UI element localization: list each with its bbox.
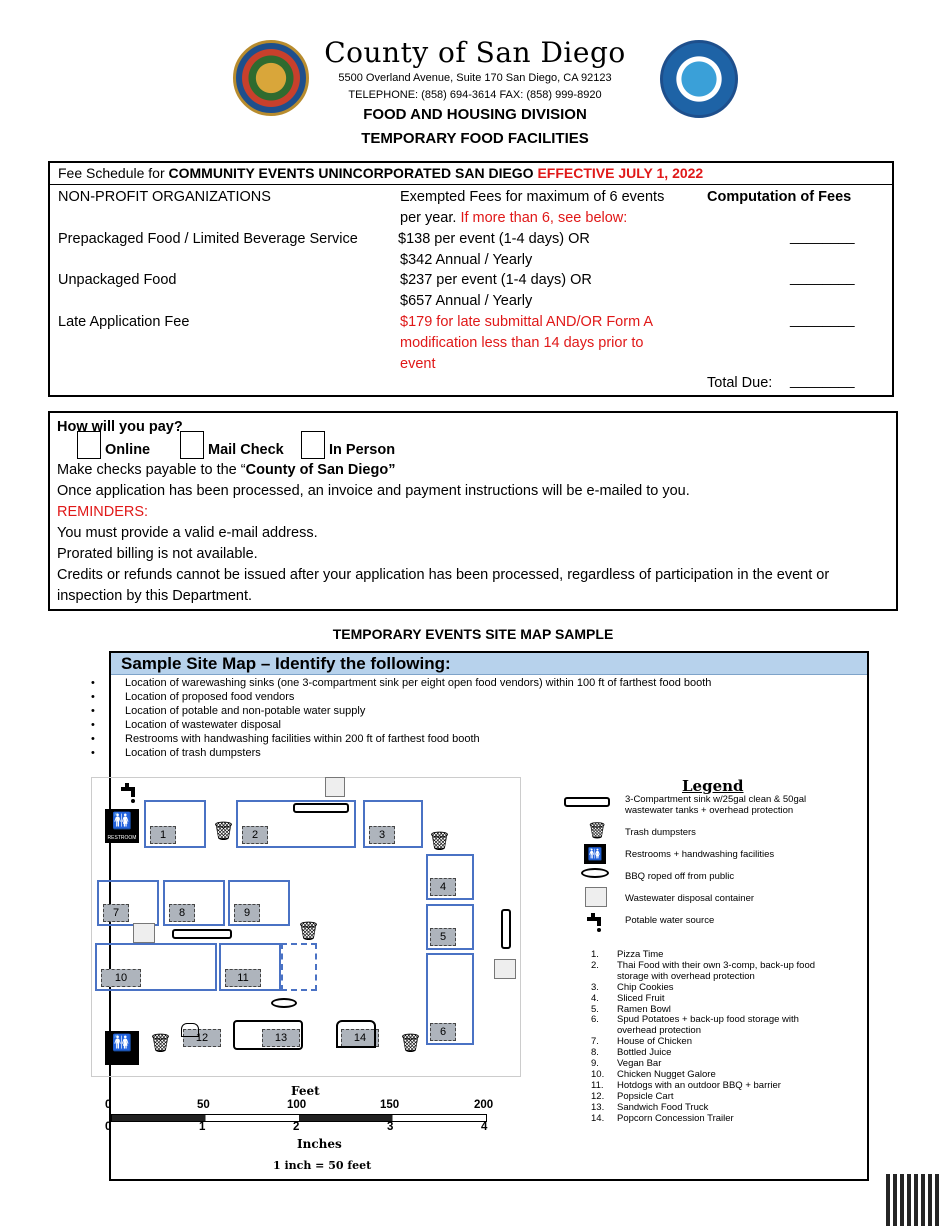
- bullet-3: • Location of potable and non-potable water supply: [91, 705, 366, 717]
- scale-ratio: 1 inch = 50 feet: [273, 1159, 372, 1172]
- booth-2-number: 2: [242, 826, 268, 844]
- late-fee-line-1: $179 for late submittal AND/OR Form A: [400, 314, 654, 330]
- total-due-blank[interactable]: ________: [790, 373, 855, 389]
- vendor-item: [591, 1025, 701, 1036]
- vendor-name: Chip Cookies: [617, 981, 674, 993]
- restroom-icon: 🚻: [584, 844, 606, 864]
- bbq-icon: [271, 998, 297, 1008]
- site-map-frame: [91, 651, 869, 1181]
- booth-1: [144, 800, 206, 848]
- legend-sink-line-1: 3-Compartment sink w/25gal clean & 50gal: [625, 794, 807, 805]
- computation-header: Computation of Fees: [707, 189, 852, 205]
- bullet-4-text: Location of wastewater disposal: [125, 719, 281, 731]
- prepackaged-label: Prepackaged Food / Limited Beverage Service: [58, 231, 358, 247]
- inch-tick: 3: [387, 1121, 394, 1133]
- trash-icon: 🗑: [399, 1033, 422, 1053]
- vendor-name: overhead protection: [617, 1025, 701, 1037]
- vendor-number: 13.: [591, 1101, 605, 1113]
- food-truck-icon: [233, 1020, 303, 1050]
- exempt-line-2: [400, 210, 627, 226]
- vendor-name: Chicken Nugget Galore: [617, 1068, 716, 1080]
- reminder-2: Prorated billing is not available.: [57, 546, 258, 562]
- nonprofit-label: NON-PROFIT ORGANIZATIONS: [58, 189, 271, 205]
- vendor-item: [591, 949, 663, 960]
- vendor-number: 5.: [591, 1003, 599, 1015]
- mail-check-checkbox[interactable]: [180, 431, 204, 459]
- unpackaged-fee-1: $237 per event (1-4 days) OR: [400, 272, 592, 288]
- vendor-item: [591, 993, 665, 1004]
- vendor-name: Vegan Bar: [617, 1058, 662, 1069]
- sink-icon: [501, 909, 511, 949]
- booth-13-number: 13: [262, 1029, 300, 1047]
- feet-tick: 50: [197, 1099, 210, 1111]
- heading-prefix: Fee Schedule for: [58, 165, 169, 181]
- booth-10-number: 10: [101, 969, 141, 987]
- faucet-icon: [585, 911, 607, 933]
- booth-3-number: 3: [369, 826, 395, 844]
- prepackaged-fee-2: $342 Annual / Yearly: [400, 252, 533, 268]
- scale-feet-label: Feet: [291, 1084, 320, 1098]
- effective-date: EFFECTIVE JULY 1, 2022: [537, 165, 704, 181]
- vendor-number: 9.: [591, 1058, 599, 1069]
- sink-icon: [293, 803, 349, 813]
- booth-6-number: 6: [430, 1023, 456, 1041]
- qr-code: [886, 1174, 942, 1226]
- vendor-number: 6.: [591, 1014, 599, 1026]
- vendor-number: 8.: [591, 1047, 599, 1059]
- bullet-4: • Location of wastewater disposal: [91, 719, 281, 731]
- faucet-icon: [119, 781, 141, 805]
- vendor-item: [591, 1091, 674, 1102]
- vendor-number: 2.: [591, 959, 599, 971]
- booth-1-number: 1: [150, 826, 176, 844]
- phone-fax: TELEPHONE: (858) 694-3614 FAX: (858) 999-8920: [348, 89, 602, 101]
- feet-tick: 150: [380, 1099, 400, 1111]
- bbq-icon: [581, 868, 609, 878]
- vendor-item: [591, 1047, 671, 1058]
- in-person-checkbox[interactable]: [301, 431, 325, 459]
- heading-bold: COMMUNITY EVENTS UNINCORPORATED SAN DIEGO: [168, 165, 538, 181]
- exempt-line-2-red: If more than 6, see below:: [460, 210, 628, 226]
- site-map-section-title: TEMPORARY EVENTS SITE MAP SAMPLE: [332, 626, 614, 642]
- vendor-item: [591, 1004, 671, 1015]
- legend-tank: Wastewater disposal container: [625, 893, 755, 904]
- vendor-name: Pizza Time: [617, 949, 664, 960]
- legend-bbq: BBQ roped off from public: [625, 871, 735, 882]
- pay-question: How will you pay?: [57, 419, 183, 435]
- county-seal-logo: [233, 40, 309, 116]
- inch-tick: 4: [481, 1121, 488, 1133]
- booth-9: [228, 880, 290, 926]
- bullet-2: • Location of proposed food vendors: [91, 691, 295, 703]
- trash-icon: 🗑: [587, 823, 608, 840]
- vendor-number: 1.: [591, 949, 599, 960]
- bullet-5: • Restrooms with handwashing facilities within 200 ft of farthest food booth: [91, 733, 480, 745]
- trash-icon: 🗑: [428, 831, 451, 851]
- fee-schedule-heading: [50, 163, 892, 185]
- vendor-number: 3.: [591, 981, 599, 993]
- vendor-name: Bottled Juice: [617, 1047, 672, 1059]
- vendor-name: Popcorn Concession Trailer: [617, 1112, 734, 1124]
- reminder-3: Credits or refunds cannot be issued after your application has been processed, regardless of participation in the event or: [57, 567, 830, 583]
- booth-3: [363, 800, 423, 848]
- bullet-6-text: Location of trash dumpsters: [125, 747, 261, 759]
- vendor-name: Hotdogs with an outdoor BBQ + barrier: [617, 1079, 781, 1091]
- sink-icon: [172, 929, 232, 939]
- restroom-label: RESTROOM: [107, 835, 137, 841]
- bullet-1: • Location of warewashing sinks (one 3-compartment sink per eight open food vendors) within 100 ft of farthest food booth: [91, 677, 712, 689]
- legend-restroom: Restrooms + handwashing facilities: [625, 849, 775, 860]
- vendor-item: [591, 1080, 781, 1091]
- exempt-line-2-text: per year.: [400, 210, 461, 226]
- bullet-6: • Location of trash dumpsters: [91, 747, 261, 759]
- vendor-number: 11.: [591, 1079, 604, 1091]
- vendor-number: 14.: [591, 1112, 605, 1124]
- bullet-5-text: Restrooms with handwashing facilities within 200 ft of farthest food booth: [125, 733, 480, 745]
- vendor-name: House of Chicken: [617, 1036, 692, 1048]
- booth-11-number: 11: [225, 969, 261, 987]
- vendor-name: storage with overhead protection: [617, 970, 755, 982]
- vendor-number: 7.: [591, 1036, 599, 1048]
- site-map-header: Sample Site Map – Identify the following:: [111, 653, 867, 675]
- vendor-number: 10.: [591, 1068, 605, 1080]
- unpackaged-fee-2: $657 Annual / Yearly: [400, 293, 533, 309]
- tank-icon: [494, 959, 516, 979]
- online-checkbox[interactable]: [77, 431, 101, 459]
- vendor-number: 4.: [591, 992, 599, 1004]
- vendor-name: Popsicle Cart: [617, 1090, 674, 1102]
- vendor-item: [591, 1102, 708, 1113]
- prepackaged-fee-1: $138 per event (1-4 days) OR: [398, 231, 590, 247]
- legend-trash: Trash dumpsters: [625, 827, 696, 838]
- scale-inches-label: Inches: [297, 1137, 342, 1151]
- legend-faucet: Potable water source: [625, 915, 715, 926]
- trash-icon: 🗑: [149, 1033, 172, 1053]
- booth-11: [219, 943, 281, 991]
- booth-8-number: 8: [169, 904, 195, 922]
- exempt-line-1: Exempted Fees for maximum of 6 events: [400, 189, 665, 205]
- trash-icon: 🗑: [212, 821, 235, 841]
- checks-payable: [57, 462, 395, 478]
- division-title: FOOD AND HOUSING DIVISION: [363, 106, 587, 123]
- vendor-number: 12.: [591, 1090, 605, 1102]
- processed-note: Once application has been processed, an invoice and payment instructions will be e-mailed to you.: [57, 483, 690, 499]
- page-title: County of San Diego: [324, 36, 626, 69]
- booth-6: [426, 953, 474, 1045]
- booth-5: [426, 904, 474, 950]
- inch-tick: 2: [293, 1121, 300, 1133]
- restroom-icon: 🚻: [105, 1031, 139, 1065]
- booth-7-number: 7: [103, 904, 129, 922]
- facility-title: TEMPORARY FOOD FACILITIES: [361, 130, 589, 147]
- legend-sink-line-2: wastewater tanks + overhead protection: [625, 805, 794, 816]
- vendor-name: Ramen Bowl: [617, 1003, 671, 1015]
- dehq-seal-logo: [660, 40, 738, 118]
- payee-name: County of San Diego”: [245, 462, 396, 478]
- vendor-item: [591, 982, 674, 993]
- tank-icon: [133, 923, 155, 943]
- unpackaged-label: Unpackaged Food: [58, 272, 177, 288]
- vendor-item: [591, 1036, 692, 1047]
- feet-tick: 0: [105, 1099, 112, 1111]
- vendor-name: Thai Food with their own 3-comp, back-up food: [617, 959, 816, 971]
- vendor-name: Sandwich Food Truck: [617, 1101, 709, 1113]
- late-fee-blank[interactable]: ________: [790, 312, 855, 328]
- tank-icon: [325, 777, 345, 797]
- vendor-item: [591, 1058, 661, 1069]
- tank-icon: [585, 887, 607, 907]
- vendor-item: [591, 1113, 734, 1124]
- payment-box: [48, 411, 898, 611]
- bullet-1-text: Location of warewashing sinks (one 3-compartment sink per eight open food vendors) within 100 ft of farthest food booth: [125, 677, 712, 689]
- vendor-item: [591, 1069, 716, 1080]
- booth-5-number: 5: [430, 928, 456, 946]
- booth-14-number: 14: [341, 1029, 379, 1047]
- booth-8: [163, 880, 225, 926]
- prepackaged-blank[interactable]: ________: [790, 229, 855, 245]
- inch-tick: 0: [105, 1121, 112, 1133]
- late-fee-line-3: event: [400, 356, 436, 372]
- popsicle-cart-icon: [181, 1023, 199, 1037]
- reminder-4: inspection by this Department.: [57, 588, 253, 604]
- booth-7: [97, 880, 159, 926]
- restroom-icon: 🚻 RESTROOM: [105, 809, 139, 843]
- vendor-item: [591, 971, 755, 982]
- bullet-3-text: Location of potable and non-potable water supply: [125, 705, 366, 717]
- late-fee-line-2: modification less than 14 days prior to: [400, 335, 644, 351]
- mail-check-label: Mail Check: [208, 442, 284, 458]
- feet-tick: 100: [287, 1099, 307, 1111]
- total-due-label: Total Due:: [707, 375, 773, 391]
- online-label: Online: [105, 442, 151, 458]
- address: 5500 Overland Avenue, Suite 170 San Diego, CA 92123: [338, 72, 612, 84]
- booth-10: [95, 943, 217, 991]
- vendor-name: Spud Potatoes + back-up food storage with: [617, 1014, 799, 1026]
- booth-9-number: 9: [234, 904, 260, 922]
- vendor-name: Sliced Fruit: [617, 992, 665, 1004]
- in-person-label: In Person: [329, 442, 396, 458]
- sink-icon: [564, 797, 610, 807]
- inch-tick: 1: [199, 1121, 206, 1133]
- legend-title: Legend: [682, 777, 744, 795]
- trash-icon: 🗑: [297, 921, 320, 941]
- booth-11-barrier: [281, 943, 317, 991]
- booth-12-number: 12: [183, 1029, 221, 1047]
- vendor-item: [591, 960, 815, 971]
- unpackaged-blank[interactable]: ________: [790, 270, 855, 286]
- reminders-label: REMINDERS:: [57, 504, 149, 520]
- late-fee-label: Late Application Fee: [58, 314, 190, 330]
- fee-schedule-box: [48, 161, 894, 397]
- feet-tick: 200: [474, 1099, 494, 1111]
- reminder-1: You must provide a valid e-mail address.: [57, 525, 318, 541]
- concession-trailer-icon: [336, 1020, 376, 1048]
- booth-4: [426, 854, 474, 900]
- bullet-2-text: Location of proposed food vendors: [125, 691, 295, 703]
- checks-prefix: Make checks payable to the “: [57, 462, 246, 478]
- booth-4-number: 4: [430, 878, 456, 896]
- vendor-item: [591, 1014, 799, 1025]
